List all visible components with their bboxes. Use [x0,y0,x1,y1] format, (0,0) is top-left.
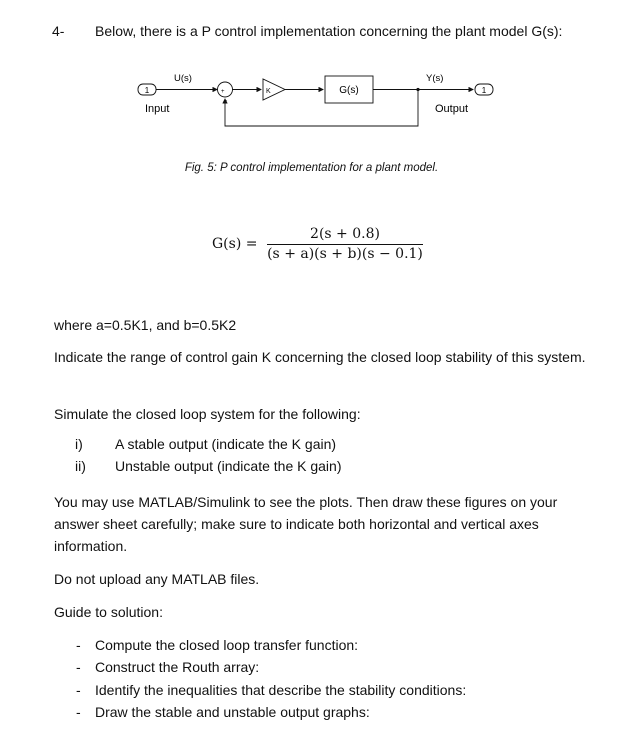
task-simulate: Simulate the closed loop system for the following: [54,406,361,422]
guide-item: Draw the stable and unstable output graphs: [95,704,370,720]
plant-label: G(s) [339,85,359,96]
gain-label: K [266,88,271,95]
output-signal-label: Y(s) [426,73,444,84]
output-label: Output [435,103,469,115]
equation-fraction [265,226,425,262]
guide-bullet: - [76,682,81,698]
guide-item: Identify the inequalities that describe the stability conditions: [95,682,467,698]
guide-item: Construct the Routh array: [95,659,260,675]
matlab-instructions: You may use MATLAB/Simulink to see the plots. Then draw these figures on your answer sheet carefully; make sure to indicate both horizontal and vertical axes information. [54,494,558,554]
sim-item-text: Unstable output (indicate the K gain) [115,458,342,474]
no-upload-note: Do not upload any MATLAB files. [54,571,260,587]
guide-heading: Guide to solution: [54,604,163,620]
input-label: Input [145,103,170,115]
sim-item-marker: ii) [75,458,86,474]
input-signal-label: U(s) [174,73,192,84]
sim-item-text: A stable output (indicate the K gain) [115,436,337,452]
task-indicate-range: Indicate the range of control gain K concerning the closed loop stability of this system. [54,349,586,365]
equation-numerator: 2(s + 0.8) [310,226,380,242]
feedback-line [225,90,418,127]
parameter-definition: where a=0.5K1, and b=0.5K2 [54,317,237,333]
figure-caption: Fig. 5: P control implementation for a plant model. [184,162,439,174]
guide-bullet: - [76,659,81,675]
sum-minus-sign: - [225,98,228,105]
equation-lhs: G(s) = [212,236,258,252]
question-intro: Below, there is a P control implementation concerning the plant model G(s): [95,23,563,39]
equation-denominator: (s + a)(s + b)(s − 0.1) [267,246,423,262]
guide-bullet: - [76,704,81,720]
output-port-number: 1 [481,86,487,95]
guide-bullet: - [76,637,81,653]
sum-plus-sign: + [221,89,225,95]
question-number: 4- [52,23,65,39]
sum-junction [218,82,233,97]
block-diagram [130,65,520,135]
sim-item-marker: i) [75,436,83,452]
guide-item: Compute the closed loop transfer function: [95,637,359,653]
input-port-number: 1 [144,86,150,95]
